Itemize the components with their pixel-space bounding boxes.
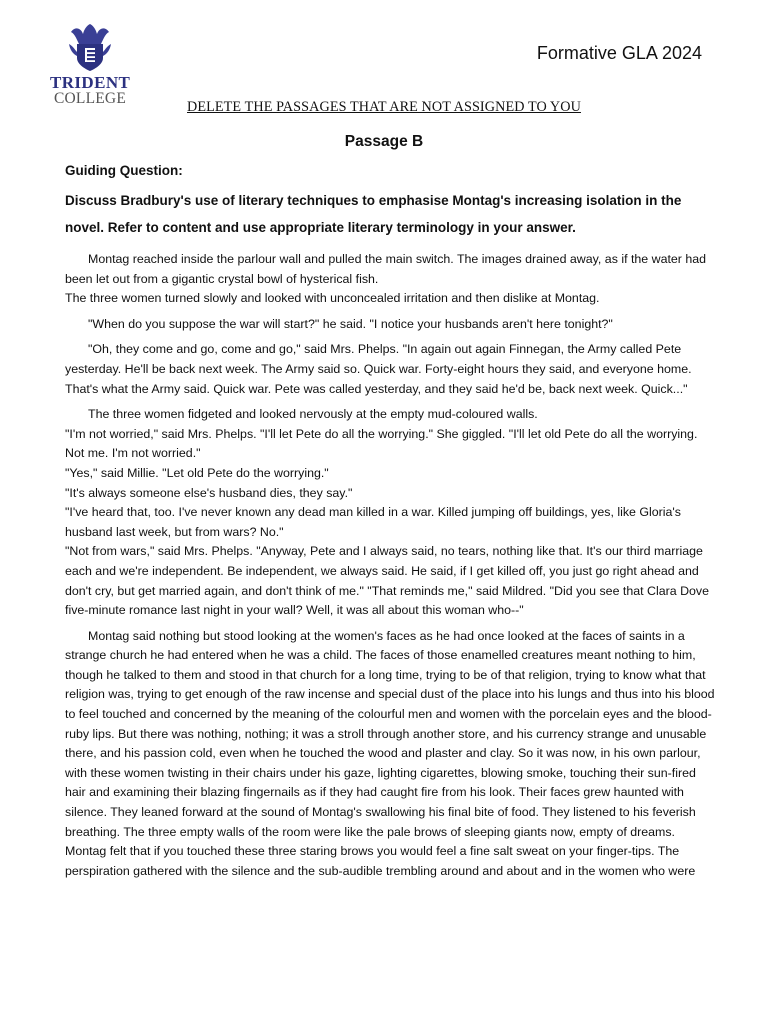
paragraph: "I've heard that, too. I've never known any dead man killed in a war. Killed jumping off buildings, yes, like Gloria's husband last week, but from wars? No." xyxy=(65,505,681,539)
paragraph: The three women turned slowly and looked with unconcealed irritation and then dislike at Montag. xyxy=(65,291,600,306)
paragraph: "Yes," said Millie. "Let old Pete do the worrying." xyxy=(65,465,329,480)
paragraph: "I'm not worried," said Mrs. Phelps. "I'll let Pete do all the worrying." She giggled. "I'll let old Pete do all the worrying. Not me. I'm not worried." xyxy=(65,426,698,461)
instruction-heading: DELETE THE PASSAGES THAT ARE NOT ASSIGNED TO YOU xyxy=(187,99,581,115)
guiding-question: Discuss Bradbury's use of literary techniques to emphasise Montag's increasing isolation in the novel. Refer to content and use appropriate literary terminology in your answer. xyxy=(65,193,682,235)
paragraph: "Not from wars," said Mrs. Phelps. "Anyway, Pete and I always said, no tears, nothing like that. It's our third marriage each and we're independent. Be independent, we always said. He said, if I get killed off, you just go right ahead and don't cry, but get married again, and don't think of me." "That reminds me," said Mildred. "Did you see that Clara Dove five-minute romance last night in your wall? Well, it was all about this woman who--" xyxy=(65,544,709,618)
passage-title: Passage B xyxy=(344,133,424,150)
guiding-question-heading: Guiding Question: xyxy=(65,163,183,178)
paragraph: "It's always someone else's husband dies, they say." xyxy=(65,485,353,500)
passage-text xyxy=(65,250,715,881)
paragraph: The three women fidgeted and looked nervously at the empty mud-coloured walls. xyxy=(88,407,538,422)
logo-text-trident: TRIDENT xyxy=(50,73,131,92)
paragraph: "Oh, they come and go, come and go," said Mrs. Phelps. "In again out again Finnegan, the Army called Pete yesterday. He'll be back next week. The Army said so. Quick war. Forty-eight hours they said, and everyone home. That's what the Army said. Quick war. Pete was called yesterday, and they said he'd be, back next week. Quick..." xyxy=(65,342,692,396)
paragraph: Montag said nothing but stood looking at the women's faces as he had once looked at the faces of saints in a strange church he had entered when he was a child. The faces of those enamelled creatures meant nothing to him, though he talked to them and stood in that church for a long time, trying to be of that religion, trying to know what that religion was, trying to get enough of the raw incense and special dust of the place into his lungs and thus into his blood to feel touched and concerned by the meaning of the colourful men and women with the porcelain eyes and the blood-ruby lips. But there was nothing, nothing; it was a stroll through another store, and his currency strange and unusable there, and his passion cold, even when he touched the wood and plaster and clay. So it was now, in his own parlour, with these women twisting in their chairs under his gaze, lighting cigarettes, blowing smoke, touching their sun-fired hair and examining their blazing fingernails as if they had caught fire from his look. Their faces grew haunted with silence. They leaned forward at the sound of Montag's swallowing his final bite of food. They listened to his feverish breathing. The three empty walls of the room were like the pale brows of sleeping giants now, empty of dreams. Montag felt that if you touched these three staring brows you would feel a fine salt sweat on your finger-tips. The perspiration gathered with the silence and the sub-audible trembling around and about and in the women who were xyxy=(65,628,715,878)
logo-text-college: COLLEGE xyxy=(54,90,126,107)
paragraph: "When do you suppose the war will start?" he said. "I notice your husbands aren't here tonight?" xyxy=(88,316,613,331)
document-label: Formative GLA 2024 xyxy=(536,43,702,63)
paragraph: Montag reached inside the parlour wall and pulled the main switch. The images drained away, as if the water had been let out from a gigantic crystal bowl of hysterical fish. xyxy=(65,252,707,286)
trident-crest-icon xyxy=(67,22,113,72)
